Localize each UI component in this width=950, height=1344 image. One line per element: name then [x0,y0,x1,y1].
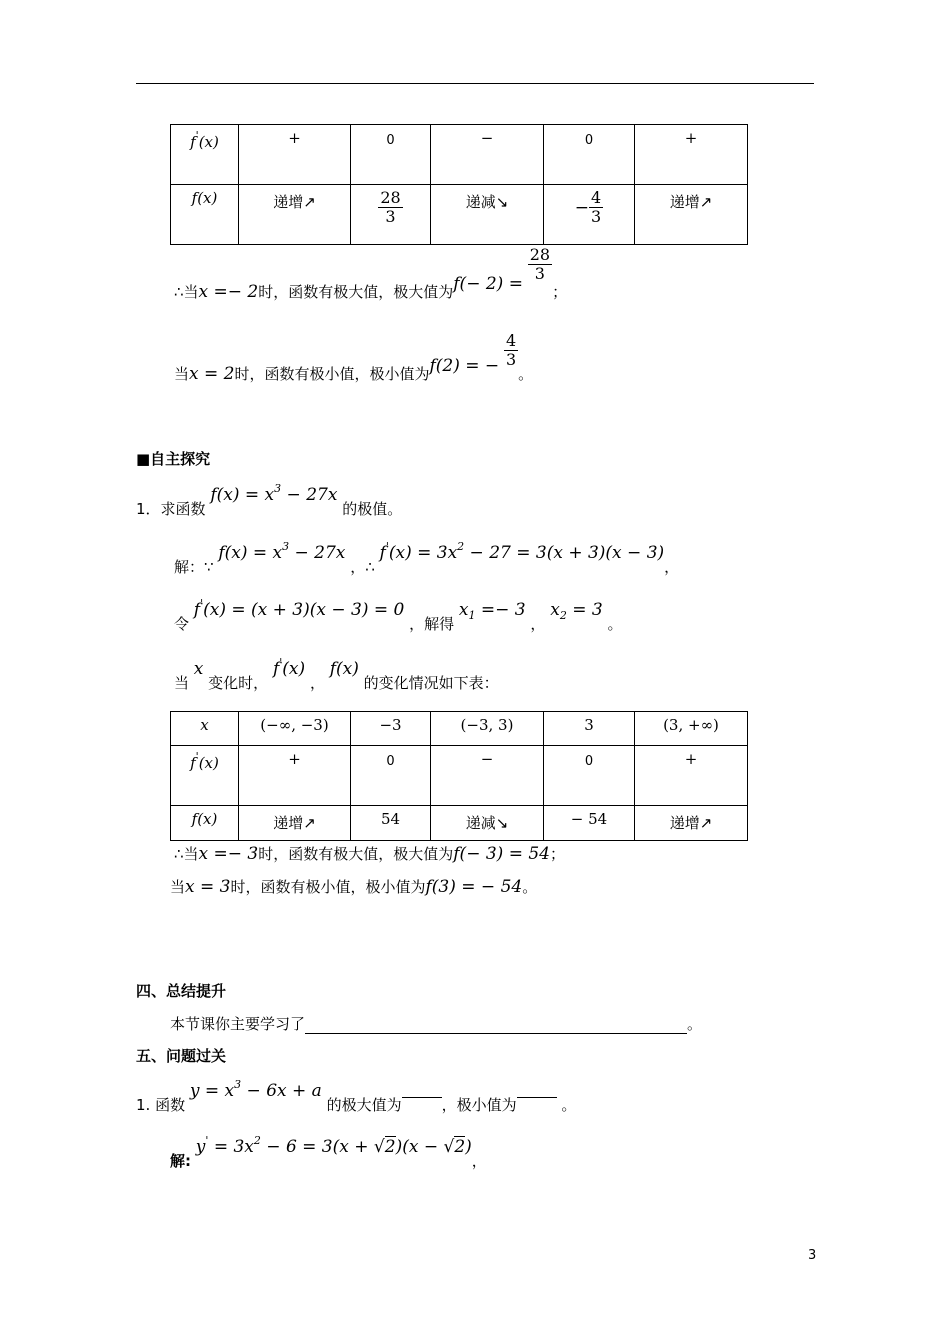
problem-1: 1. 函数 $y = x^3 - 6x + a$ 的极大值为 ，极小值为 。 [136,1078,577,1114]
max-value-line-2: ∴当x =− 3时，函数有极大值，极大值为f(− 3) = 54； [174,844,565,864]
table-cell: 递增↗ [635,185,748,245]
variation-table-2 [170,711,748,841]
table-cell: 递减↘ [431,185,544,245]
table-cell: − [431,746,544,806]
question-1: 1．求函数 $f(x) = x^3 - 27x$ 的极值。 [136,482,403,518]
table-cell: 递增↗ [635,806,748,841]
table-cell-fraction: $\frac{28}{3}$ [351,185,431,245]
table-cell-fraction: − $\frac{4}{3}$ [544,185,635,245]
table-cell: + [635,125,748,185]
max-blank[interactable] [402,1097,442,1098]
table-cell: 0 [351,746,431,806]
row-label-function: f(x) [171,806,239,841]
solution-line: 解：∵ $f(x) = x^3 - 27x$ ，∴ $f'(x) = 3x^2 - 27 = 3(x + 3)(x - 3)$， [174,540,680,576]
row-label-derivative: f'(x) [171,125,239,185]
table-row [171,806,748,841]
table-cell: 递增↗ [239,185,351,245]
table-cell: 递减↘ [431,806,544,841]
min-value-line-1: 当x = 2时，函数有极小值，极小值为f(2) = − $\frac{4}{3}$ 。 [174,331,534,385]
table-cell: − 54 [544,806,635,841]
variation-table-1 [170,124,748,245]
section-pass: 五、问题过关 [136,1047,227,1065]
table-cell: + [239,125,351,185]
table-row [171,746,748,806]
table-row [171,185,748,245]
header-cell: (3, +∞) [635,712,748,746]
table-row [171,125,748,185]
header-cell: (−∞, −3) [239,712,351,746]
table-cell: + [635,746,748,806]
table-cell: 54 [351,806,431,841]
when-line: 当 x 变化时， f'(x) ， f(x) 的变化情况如下表： [174,656,499,692]
max-value-line-1: ∴当x =− 2时，函数有极大值，极大值为f(− 2) = $\frac{28}{3}$ ； [174,245,568,303]
page-number: 3 [808,1248,817,1263]
table-cell: + [239,746,351,806]
section-summary: 四、总结提升 [136,982,227,1000]
table-cell: 0 [351,125,431,185]
min-blank[interactable] [517,1097,557,1098]
table-cell: 0 [544,125,635,185]
row-label-function: f(x) [171,185,239,245]
header-rule [136,83,814,84]
summary-blank[interactable] [305,1019,687,1034]
section-self-explore: ■自主探究 [136,450,211,468]
header-cell: (−3, 3) [431,712,544,746]
header-cell: −3 [351,712,431,746]
row-label-derivative: f'(x) [171,746,239,806]
summary-line: 本节课你主要学习了 。 [170,1015,703,1033]
problem-1-solution: 解: $y' = 3x^2 - 6 = 3(x + √2)(x - √2)$， [170,1134,487,1170]
min-value-line-2: 当x = 3时，函数有极小值，极小值为f(3) = − 54。 [170,877,538,897]
header-cell: 3 [544,712,635,746]
table-cell: 递增↗ [239,806,351,841]
header-cell: x [171,712,239,746]
table-cell: 0 [544,746,635,806]
table-header-row [171,712,748,746]
let-line: 令 f'(x) = (x + 3)(x − 3) = 0 ，解得 $x_1 =- 3$ ， $x_2 = 3$ 。 [174,597,623,633]
table-cell: − [431,125,544,185]
